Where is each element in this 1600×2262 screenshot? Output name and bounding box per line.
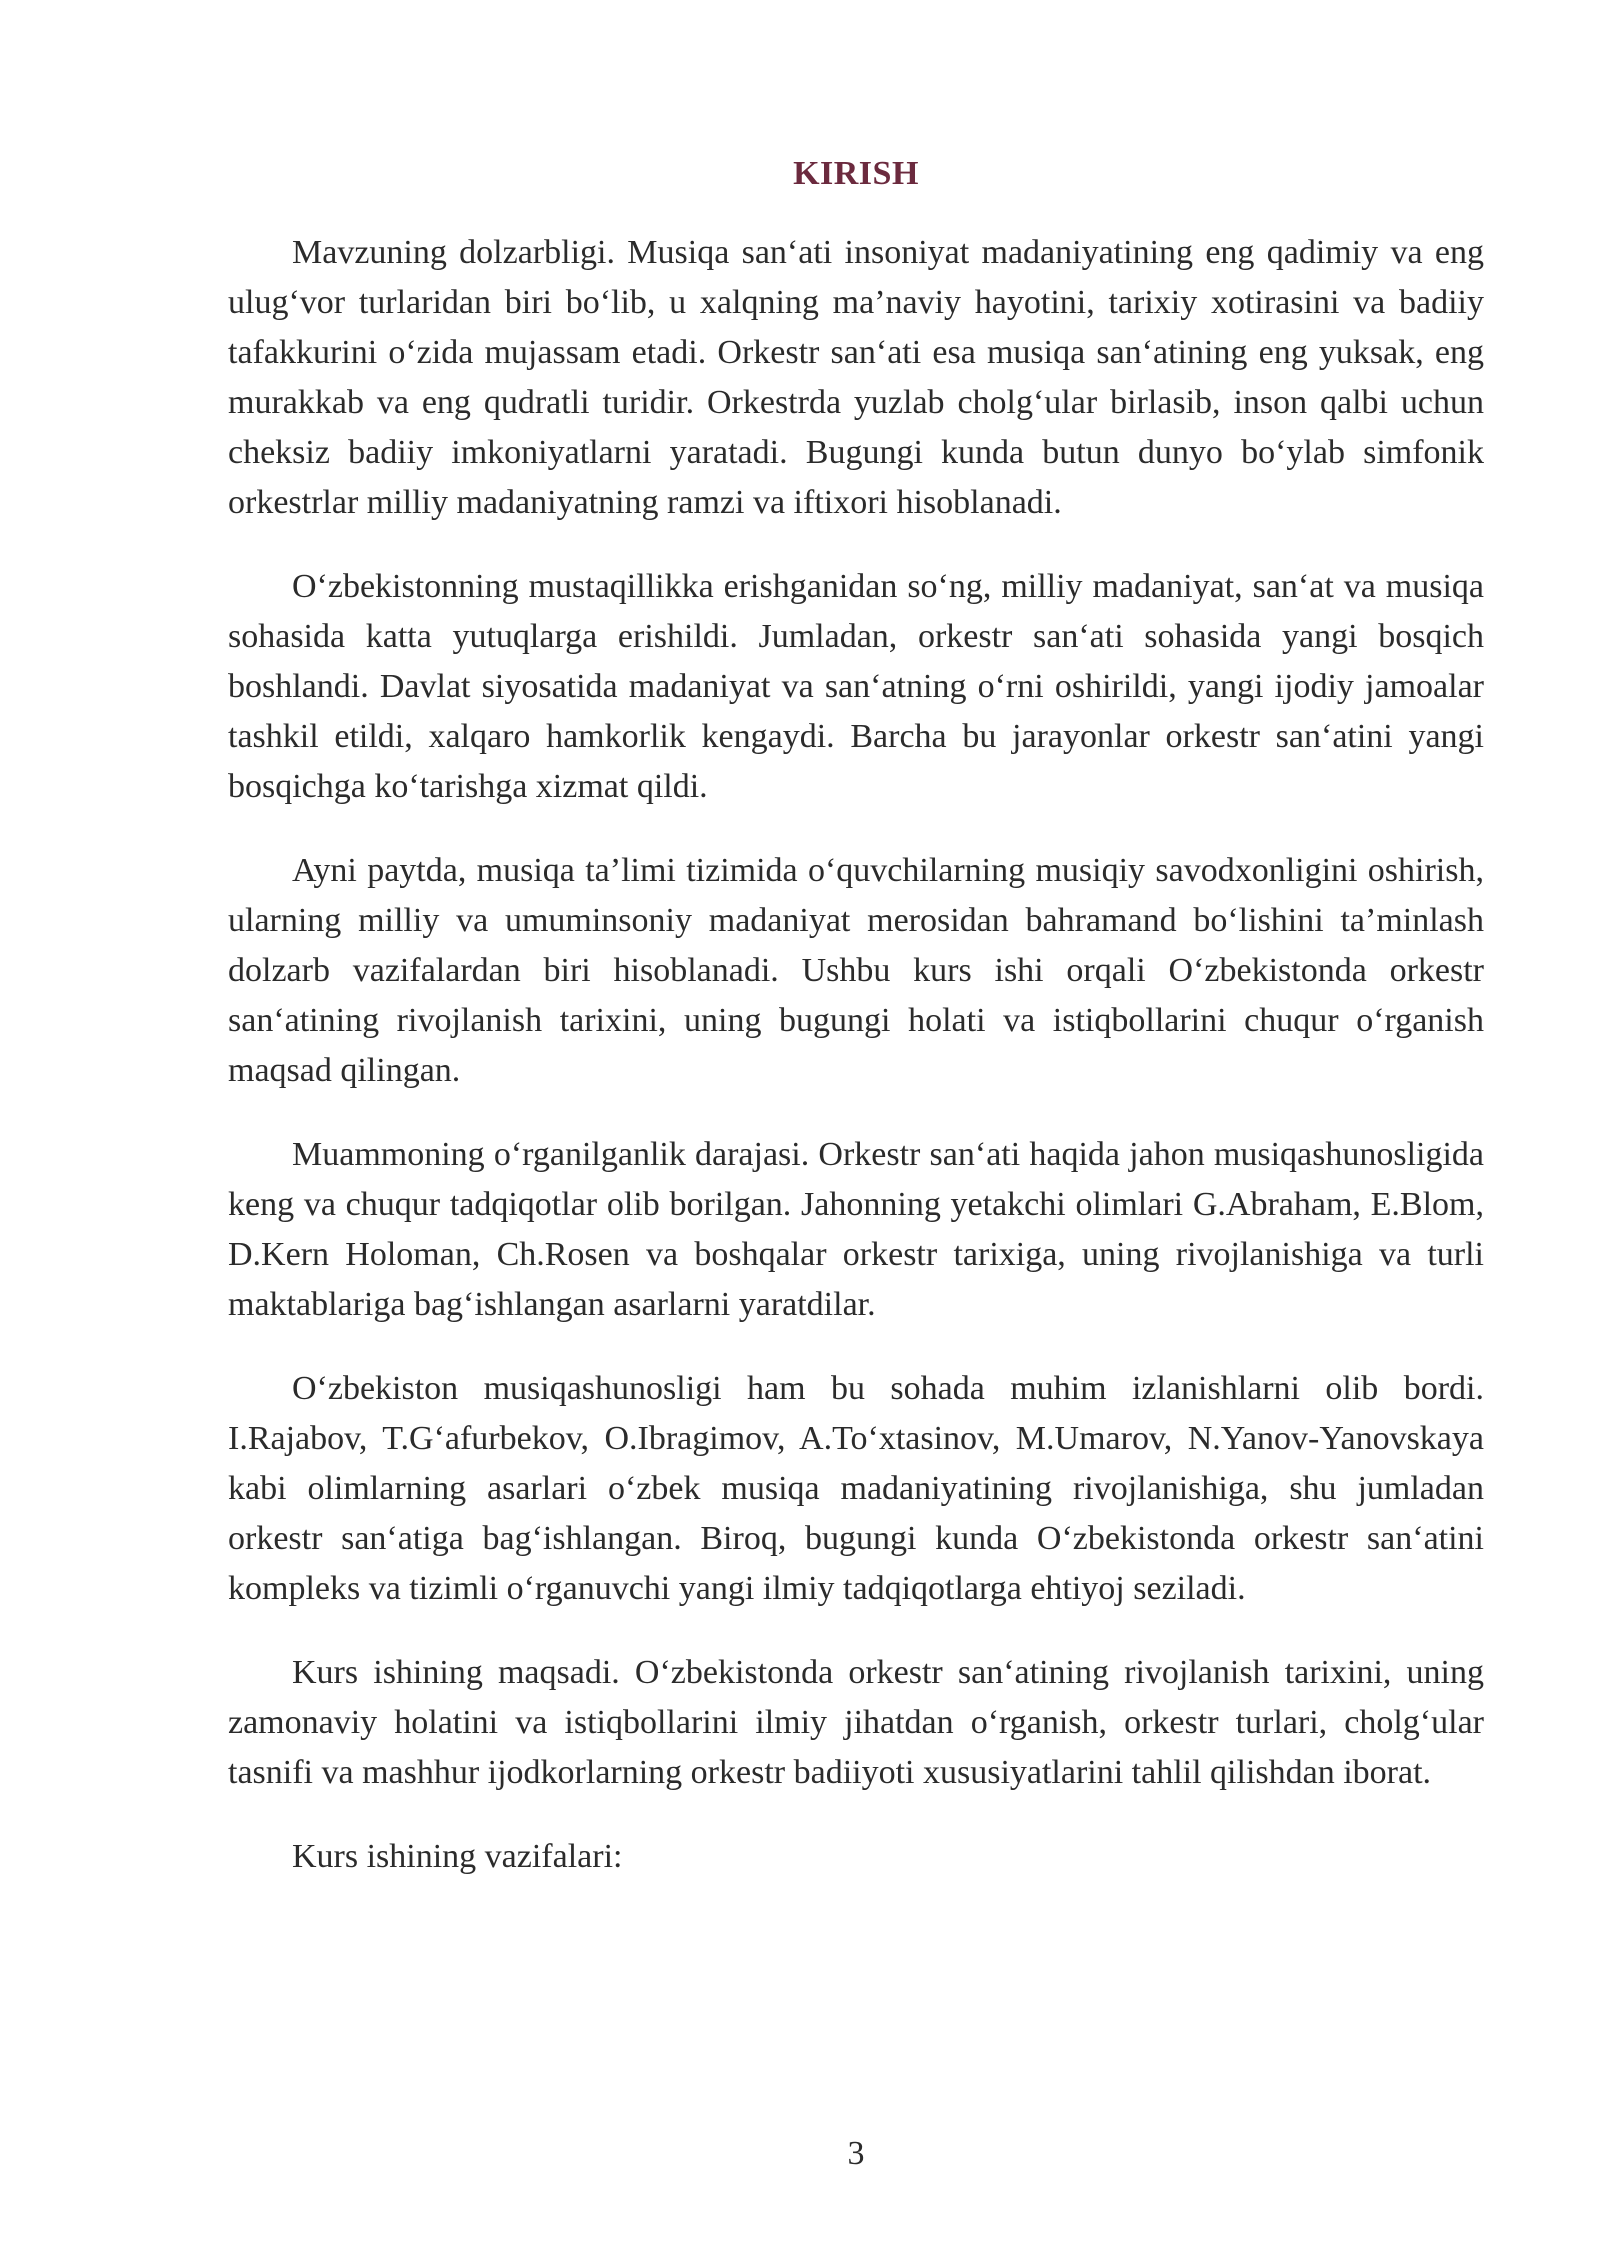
paragraph-uzbek-musicology: O‘zbekiston musiqashunosligi ham bu sohada muhim izlanishlarni olib bordi. I.Rajabov, T.G‘afurbekov, O.Ibragimov, A.To‘xtasinov, M.Umarov, N.Yanov-Yanovskaya kabi olimlarning asarlari o‘zbek musiqa madaniyatining rivojlanishiga, shu jumladan orkestr san‘atiga bag‘ishlangan. Biroq, bugungi kunda O‘zbekistonda orkestr san‘atini kompleks va tizimli o‘rganuvchi yangi ilmiy tadqiqotlarga ehtiyoj seziladi. <box>228 1370 1484 1607</box>
document-page <box>228 0 1484 2262</box>
paragraph-independence: O‘zbekistonning mustaqillikka erishganidan so‘ng, milliy madaniyat, san‘at va musiqa sohasida katta yutuqlarga erishildi. Jumladan, orkestr san‘ati sohasida yangi bosqich boshlandi. Davlat siyosatida madaniyat va san‘atning o‘rni oshirildi, yangi ijodiy jamoalar tashkil etildi, xalqaro hamkorlik kengaydi. Barcha bu jarayonlar orkestr san‘atini yangi bosqichga ko‘tarishga xizmat qildi. <box>228 568 1484 805</box>
paragraph-tasks: Kurs ishining vazifalari: <box>292 1838 623 1875</box>
page-number: 3 <box>847 2135 865 2172</box>
paragraph-research-level: Muammoning o‘rganilganlik darajasi. Orkestr san‘ati haqida jahon musiqashunosligida keng va chuqur tadqiqotlar olib borilgan. Jahonning yetakchi olimlari G.Abraham, E.Blom, D.Kern Holoman, Ch.Rosen va boshqalar orkestr tarixiga, uning rivojlanishiga va turli maktablariga bag‘ishlangan asarlarni yaratdilar. <box>228 1136 1484 1323</box>
page-title: KIRISH <box>793 155 919 192</box>
paragraph-education: Ayni paytda, musiqa ta’limi tizimida o‘quvchilarning musiqiy savodxonligini oshirish, ularning milliy va umuminsoniy madaniyat merosidan bahramand bo‘lishini ta’minlash dolzarb vazifalardan biri hisoblanadi. Ushbu kurs ishi orqali O‘zbekistonda orkestr san‘atining rivojlanish tarixini, uning bugungi holati va istiqbollarini chuqur o‘rganish maqsad qilingan. <box>228 852 1484 1089</box>
paragraph-relevance: Mavzuning dolzarbligi. Musiqa san‘ati insoniyat madaniyatining eng qadimiy va eng ulug‘vor turlaridan biri bo‘lib, u xalqning ma’naviy hayotini, tarixiy xotirasini va badiiy tafakkurini o‘zida mujassam etadi. Orkestr san‘ati esa musiqa san‘atining eng yuksak, eng murakkab va eng qudratli turidir. Orkestrda yuzlab cholg‘ular birlasib, inson qalbi uchun cheksiz badiiy imkoniyatlarni yaratadi. Bugungi kunda butun dunyo bo‘ylab simfonik orkestrlar milliy madaniyatning ramzi va iftixori hisoblanadi. <box>228 234 1484 521</box>
paragraph-aim: Kurs ishining maqsadi. O‘zbekistonda orkestr san‘atining rivojlanish tarixini, uning zamonaviy holatini va istiqbollarini ilmiy jihatdan o‘rganish, orkestr turlari, cholg‘ular tasnifi va mashhur ijodkorlarning orkestr badiiyoti xususiyatlarini tahlil qilishdan iborat. <box>228 1654 1484 1791</box>
body-text <box>228 228 1484 1916</box>
